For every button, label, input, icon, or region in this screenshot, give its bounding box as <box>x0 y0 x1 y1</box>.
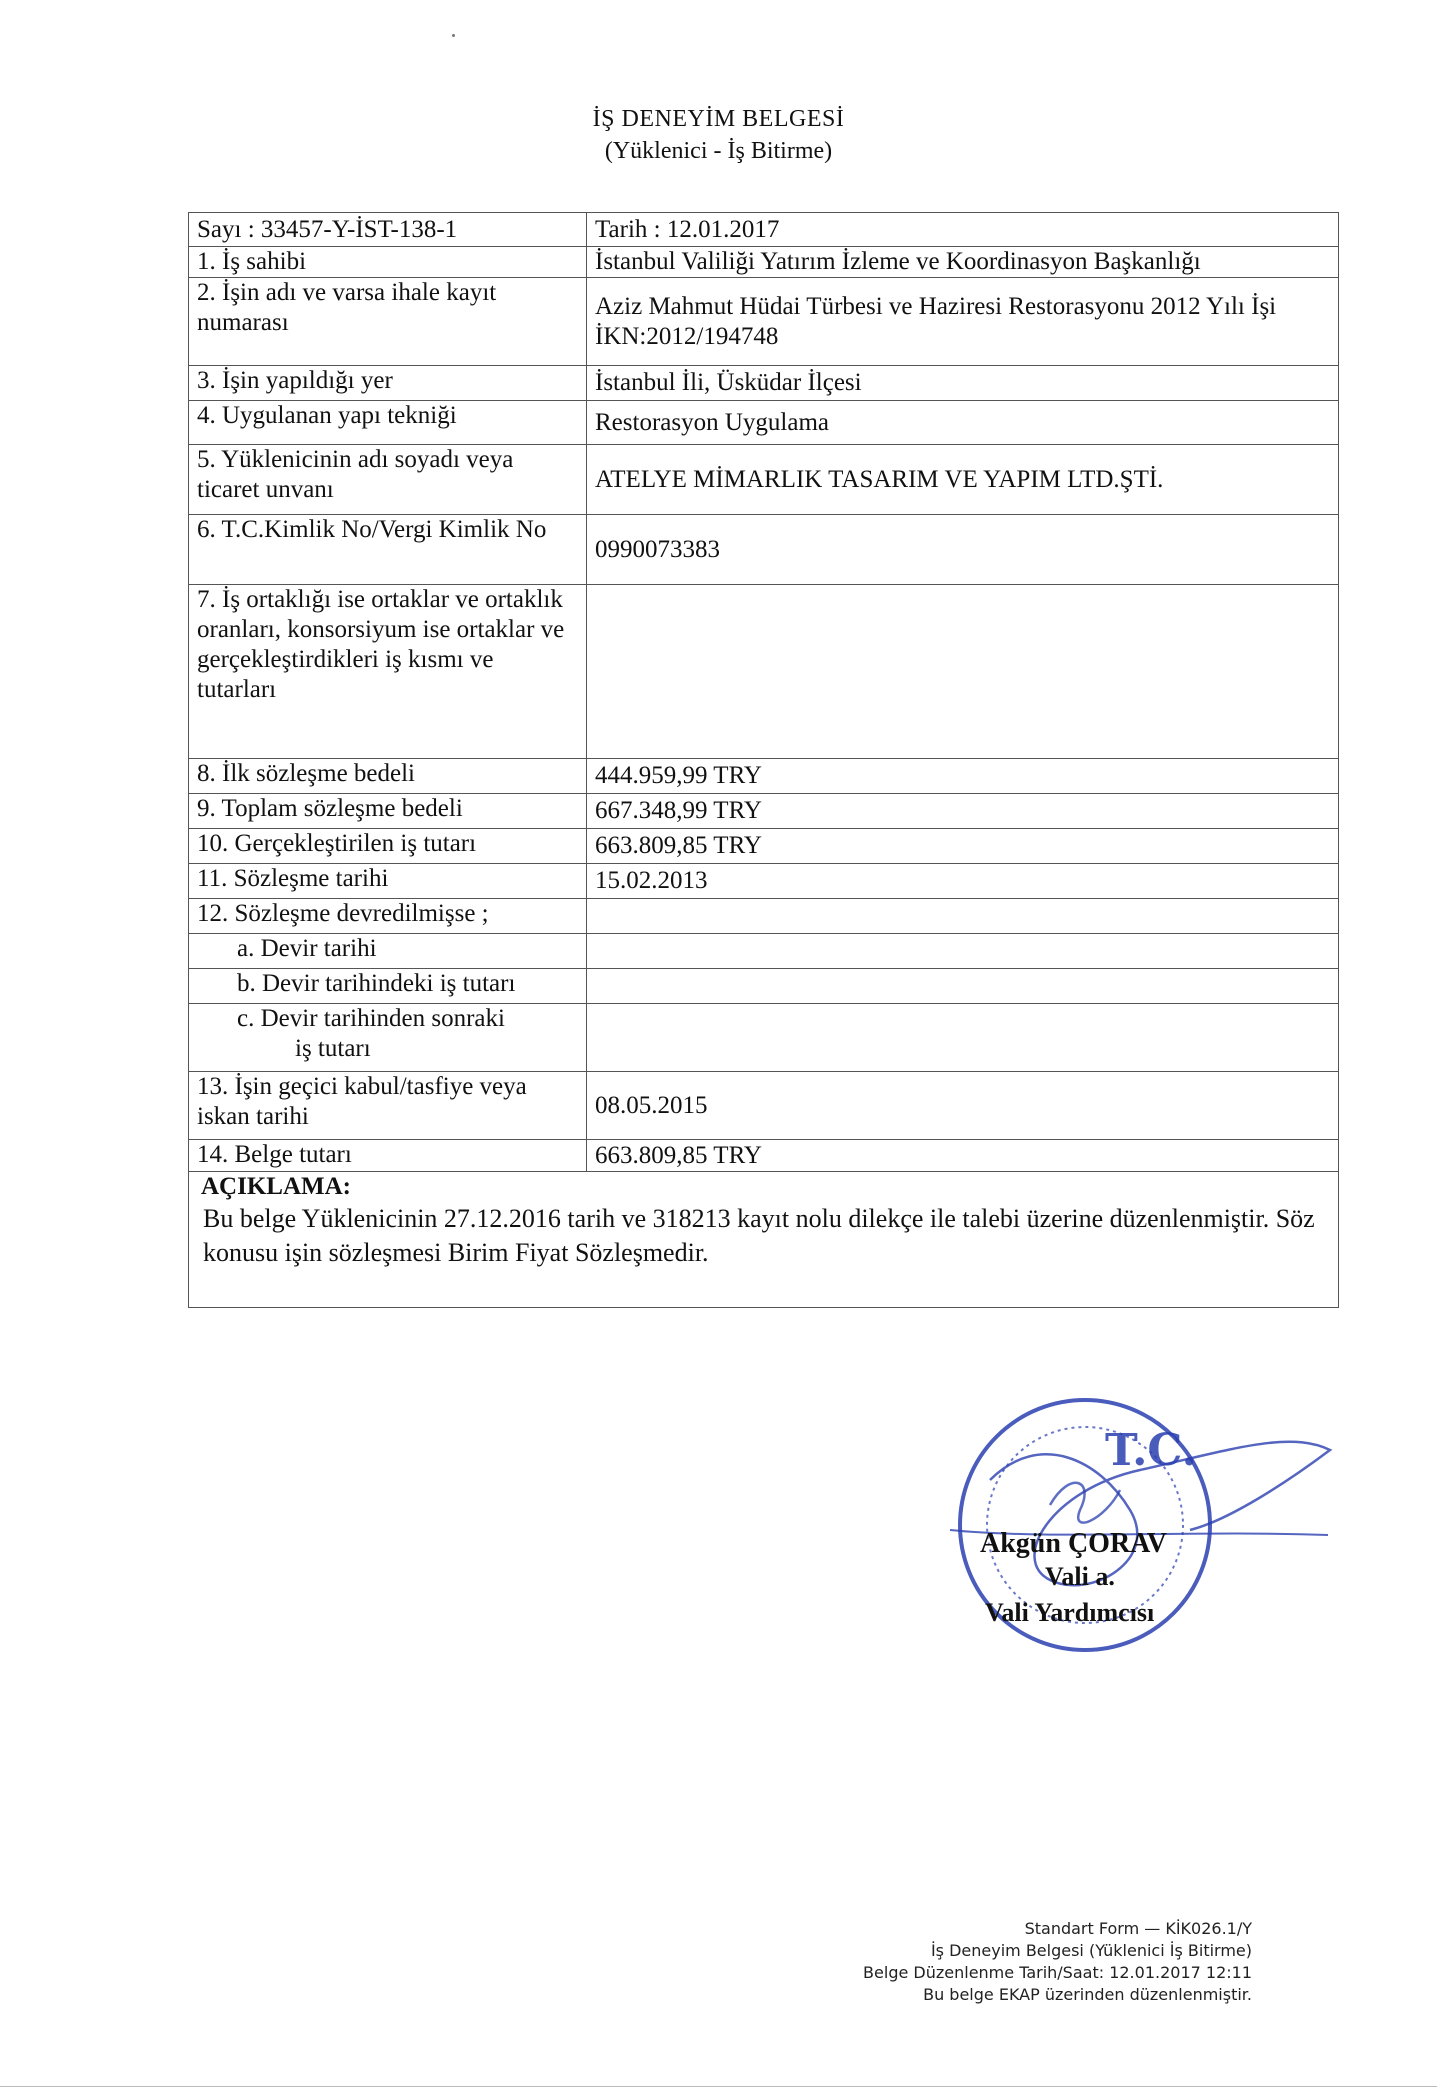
table-row <box>189 1140 1339 1172</box>
scan-edge-line <box>0 2086 1437 2087</box>
row-label-line1: c. Devir tarihinden sonraki <box>237 1005 505 1032</box>
row-label: 5. Yüklenicinin adı soyadı veya ticaret unvanı <box>189 445 587 515</box>
explanation-title: AÇIKLAMA: <box>201 1173 351 1200</box>
row-label: 13. İşin geçici kabul/tasfiye veya iskan tarihi <box>189 1072 587 1140</box>
certificate-table <box>188 212 1339 1308</box>
row-value <box>587 934 1339 969</box>
row-value: İstanbul İli, Üsküdar İlçesi <box>587 366 1339 401</box>
row-value: ATELYE MİMARLIK TASARIM VE YAPIM LTD.ŞTİ. <box>587 445 1339 515</box>
footer-form-code: Standart Form — KİK026.1/Y <box>1024 1919 1252 1938</box>
signer-name: Akgün ÇORAV <box>980 1528 1167 1559</box>
row-value: 08.05.2015 <box>587 1072 1339 1140</box>
signer-title: Vali Yardımcısı <box>985 1598 1155 1627</box>
row-label: 7. İş ortaklığı ise ortaklar ve ortaklık oranları, konsorsiyum ise ortaklar ve gerçekleştirdikleri iş kısmı ve tutarları <box>189 585 587 759</box>
table-row <box>189 445 1339 515</box>
form-footer <box>863 1918 1252 2006</box>
table-row <box>189 794 1339 829</box>
row-value: İstanbul Valiliği Yatırım İzleme ve Koordinasyon Başkanlığı <box>587 247 1339 278</box>
row-label: 12. Sözleşme devredilmişse ; <box>189 899 587 934</box>
row-value: 663.809,85 TRY <box>587 1140 1339 1172</box>
table-row <box>189 864 1339 899</box>
signer-role: Vali a. <box>1045 1562 1115 1591</box>
footer-issue-datetime: Belge Düzenlenme Tarih/Saat: 12.01.2017 12:11 <box>863 1963 1252 1982</box>
table-row <box>189 401 1339 445</box>
table-row <box>189 759 1339 794</box>
row-label-line2: iş tutarı <box>295 1035 371 1062</box>
row-label: 14. Belge tutarı <box>189 1140 587 1172</box>
row-label: b. Devir tarihindeki iş tutarı <box>189 969 587 1004</box>
document-subtitle: (Yüklenici - İş Bitirme) <box>604 138 833 164</box>
row-label: 4. Uygulanan yapı tekniği <box>189 401 587 445</box>
table-row <box>189 366 1339 401</box>
row-label: 2. İşin adı ve varsa ihale kayıt numarası <box>189 278 587 366</box>
row-value: 15.02.2013 <box>587 864 1339 899</box>
document-title: İŞ DENEYİM BELGESİ <box>592 106 845 132</box>
document-number: Sayı : 33457-Y-İST-138-1 <box>189 213 587 247</box>
footer-form-name: İş Deneyim Belgesi (Yüklenici İş Bitirme) <box>930 1941 1252 1960</box>
table-row <box>189 213 1339 247</box>
row-label: 10. Gerçekleştirilen iş tutarı <box>189 829 587 864</box>
row-label: 3. İşin yapıldığı yer <box>189 366 587 401</box>
table-row <box>189 1072 1339 1140</box>
row-label: 8. İlk sözleşme bedeli <box>189 759 587 794</box>
table-row <box>189 278 1339 366</box>
stamp-text: T.C. <box>1105 1425 1197 1476</box>
table-row <box>189 515 1339 585</box>
row-value: 444.959,99 TRY <box>587 759 1339 794</box>
explanation-text: Bu belge Yüklenicinin 27.12.2016 tarih ve 318213 kayıt nolu dilekçe ile talebi üzerine düzenlenmiştir. Söz konusu işin sözleşmesi Birim Fiyat Sözleşmedir. <box>203 1204 1315 1267</box>
row-label: a. Devir tarihi <box>189 934 587 969</box>
row-value <box>587 899 1339 934</box>
row-value: 667.348,99 TRY <box>587 794 1339 829</box>
row-value: Aziz Mahmut Hüdai Türbesi ve Haziresi Restorasyonu 2012 Yılı İşi İKN:2012/194748 <box>587 278 1339 366</box>
official-stamp <box>930 1370 1350 1680</box>
table-row <box>189 969 1339 1004</box>
row-value: Restorasyon Uygulama <box>587 401 1339 445</box>
row-value <box>587 1004 1339 1072</box>
footer-ekap-note: Bu belge EKAP üzerinden düzenlenmiştir. <box>923 1985 1252 2004</box>
row-label: 1. İş sahibi <box>189 247 587 278</box>
row-label: 6. T.C.Kimlik No/Vergi Kimlik No <box>189 515 587 585</box>
table-row <box>189 247 1339 278</box>
stamp-seal-icon <box>930 1370 1350 1680</box>
scan-speck <box>452 34 455 37</box>
table-row <box>189 1004 1339 1072</box>
table-row <box>189 934 1339 969</box>
row-label: 9. Toplam sözleşme bedeli <box>189 794 587 829</box>
document-date: Tarih : 12.01.2017 <box>587 213 1339 247</box>
row-value: 663.809,85 TRY <box>587 829 1339 864</box>
table-row <box>189 585 1339 759</box>
row-label: 11. Sözleşme tarihi <box>189 864 587 899</box>
row-value <box>587 969 1339 1004</box>
table-row <box>189 829 1339 864</box>
row-label <box>189 1004 587 1072</box>
row-value <box>587 585 1339 759</box>
explanation-cell <box>189 1172 1339 1308</box>
row-value: 0990073383 <box>587 515 1339 585</box>
explanation-row <box>189 1172 1339 1308</box>
table-row <box>189 899 1339 934</box>
